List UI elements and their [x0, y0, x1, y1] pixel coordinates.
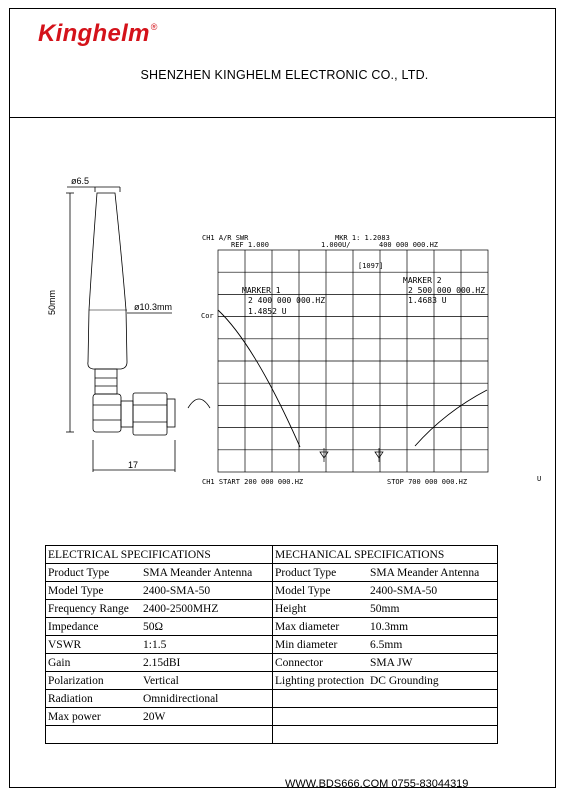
mechanical-cell [273, 726, 498, 744]
mechanical-value: 2400-SMA-50 [370, 584, 438, 597]
marker1-title: MARKER 1 [242, 286, 281, 295]
mechanical-cell [273, 690, 498, 708]
marker1-val: 1.4852 U [248, 307, 287, 316]
dim-mid-label: ø10.3mm [134, 302, 173, 312]
spec-row [46, 618, 498, 636]
electrical-header: ELECTRICAL SPECIFICATIONS [46, 546, 273, 564]
spec-header-row [46, 546, 498, 564]
electrical-value: Vertical [143, 674, 179, 687]
mechanical-key: Max diameter [275, 620, 340, 633]
plot-stop: STOP 700 000 000.HZ [387, 478, 468, 486]
mechanical-cell [273, 564, 498, 582]
marker2-title: MARKER 2 [403, 276, 442, 285]
electrical-value: SMA Meander Antenna [143, 566, 253, 579]
mechanical-cell [273, 600, 498, 618]
dim-length-label: 50mm [47, 289, 57, 315]
electrical-key: Frequency Range [48, 602, 129, 615]
electrical-cell [46, 636, 273, 654]
electrical-key: Impedance [48, 620, 99, 633]
mechanical-key: Height [275, 602, 307, 615]
electrical-value: 2400-2500MHZ [143, 602, 219, 615]
electrical-cell [46, 600, 273, 618]
mechanical-header: MECHANICAL SPECIFICATIONS [273, 546, 498, 564]
electrical-key: Max power [48, 710, 101, 723]
electrical-value: 50Ω [143, 620, 164, 633]
kinghelm-logo: Kinghelm® [38, 20, 158, 47]
footer-contact: WWW.BDS666.COM 0755-83044319 [285, 778, 469, 790]
electrical-cell [46, 582, 273, 600]
spec-row [46, 672, 498, 690]
electrical-key: Gain [48, 656, 71, 669]
electrical-cell [46, 654, 273, 672]
electrical-cell [46, 708, 273, 726]
mechanical-key: Model Type [275, 584, 331, 597]
spec-table [45, 545, 498, 744]
mechanical-key: Connector [275, 656, 323, 669]
mechanical-cell [273, 654, 498, 672]
mechanical-value: SMA Meander Antenna [370, 566, 480, 579]
mechanical-value: 50mm [370, 602, 400, 615]
electrical-value: 2.15dBI [143, 656, 181, 669]
mechanical-value: DC Grounding [370, 674, 439, 687]
mechanical-cell [273, 582, 498, 600]
plot-header-left: CH1 A/R SWR [202, 234, 249, 242]
plot-bracket: [1097] [358, 262, 384, 270]
electrical-key: VSWR [48, 638, 82, 651]
electrical-key: Product Type [48, 566, 110, 579]
mechanical-cell [273, 618, 498, 636]
spec-row [46, 600, 498, 618]
electrical-cell [46, 690, 273, 708]
mechanical-value: 10.3mm [370, 620, 409, 633]
electrical-cell [46, 726, 273, 744]
electrical-value: 1:1.5 [143, 638, 167, 651]
electrical-cell [46, 564, 273, 582]
marker1-freq: 2 400 000 000.HZ [248, 296, 326, 305]
mechanical-value: SMA JW [370, 656, 413, 669]
plot-scale: 1.000U/ [321, 241, 351, 249]
plot-start: CH1 START 200 000 000.HZ [202, 478, 304, 486]
spec-row [46, 708, 498, 726]
company-name: SHENZHEN KINGHELM ELECTRONIC CO., LTD. [140, 68, 429, 82]
electrical-cell [46, 672, 273, 690]
spec-row [46, 564, 498, 582]
mechanical-key: Lighting protection [275, 674, 365, 687]
spec-row [46, 726, 498, 744]
plot-ref: REF 1.000 [231, 241, 269, 249]
plot-mkr: MKR 1: 1.2083 [335, 234, 390, 242]
mechanical-cell [273, 708, 498, 726]
electrical-key: Radiation [48, 692, 93, 705]
electrical-key: Polarization [48, 674, 104, 687]
electrical-cell [46, 618, 273, 636]
plot-cor: Cor [201, 312, 214, 320]
mechanical-value: 6.5mm [370, 638, 403, 651]
dim-top-label: ø6.5 [71, 176, 90, 186]
electrical-key: Model Type [48, 584, 104, 597]
marker2-freq: 2 500 000 000.HZ [408, 286, 486, 295]
plot-mkr-freq: 400 000 000.HZ [379, 241, 439, 249]
mechanical-key: Product Type [275, 566, 337, 579]
spec-row [46, 690, 498, 708]
plot-u-mark: U [537, 475, 542, 483]
mechanical-cell [273, 672, 498, 690]
spec-row [46, 636, 498, 654]
spec-row [46, 582, 498, 600]
electrical-value: Omnidirectional [143, 692, 219, 705]
electrical-value: 2400-SMA-50 [143, 584, 211, 597]
dim-bottom-label: 17 [128, 460, 139, 470]
electrical-value: 20W [143, 710, 166, 723]
spec-row [46, 654, 498, 672]
marker2-val: 1.4683 U [408, 296, 447, 305]
mechanical-cell [273, 636, 498, 654]
mechanical-key: Min diameter [275, 638, 338, 651]
